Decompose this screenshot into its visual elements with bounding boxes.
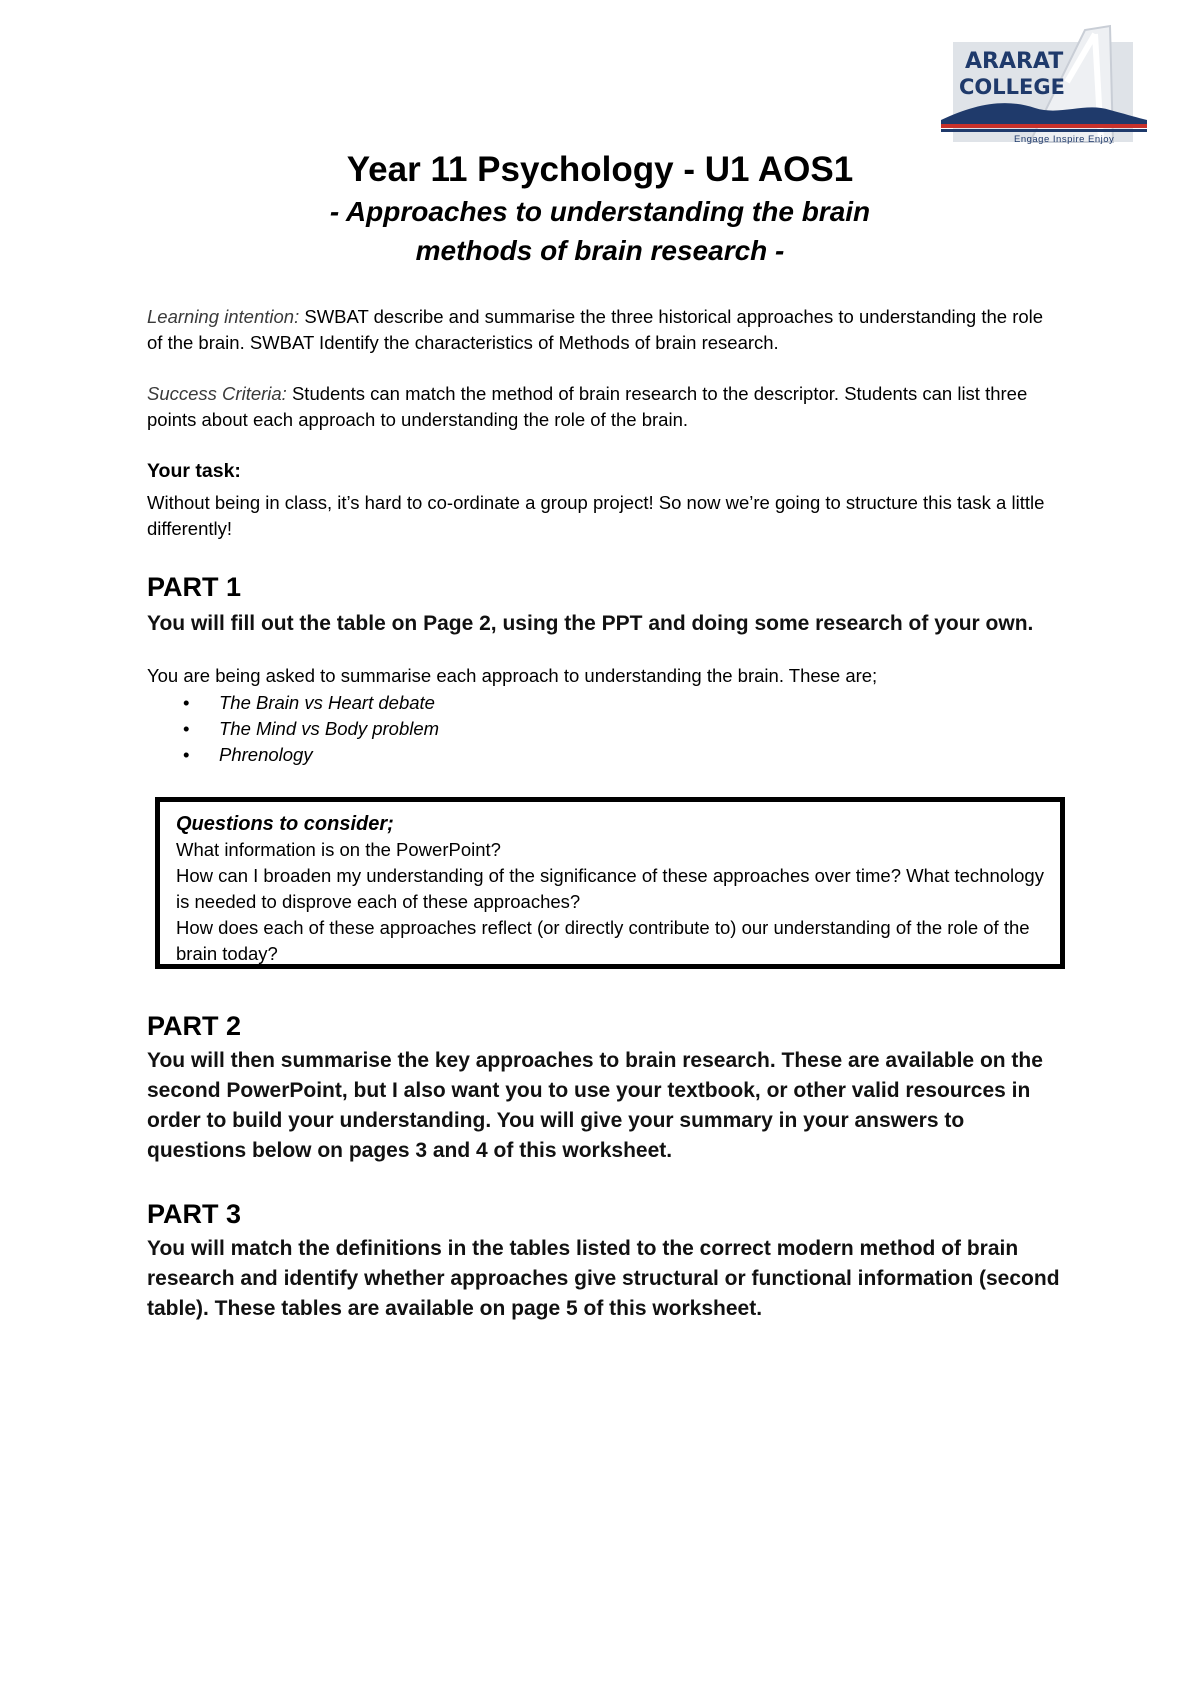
question-line: What information is on the PowerPoint?	[176, 839, 501, 860]
learning-intention-label: Learning intention:	[147, 306, 300, 327]
logo-line2: COLLEGE	[959, 75, 1065, 99]
success-criteria-text: Students can match the method of brain research to the descriptor. Students can list three points about each approach to understanding the role of the brain.	[147, 383, 1028, 430]
success-criteria-label: Success Criteria:	[147, 383, 287, 404]
page-title: Year 11 Psychology - U1 AOS1	[346, 150, 854, 189]
logo-tagline: Engage Inspire Enjoy	[1014, 134, 1115, 145]
part1-heading: PART 1	[147, 572, 242, 602]
logo-red-stripe	[941, 124, 1147, 128]
part2-heading: PART 2	[147, 1011, 242, 1041]
logo-blue-stripe	[941, 129, 1147, 132]
part2-body: You will then summarise the key approaches to brain research. These are available on the second PowerPoint, but I also want you to use your textbook, or other valid resources in order to build your understanding. You will give your summary in your answers to questions below on pages 3 and 4 of this worksheet.	[147, 1049, 1043, 1162]
questions-title: Questions to consider;	[176, 813, 394, 835]
part3-heading: PART 3	[147, 1199, 242, 1229]
bullet-icon: •	[183, 744, 190, 765]
list-item	[183, 742, 439, 768]
logo-line1: ARARAT	[965, 49, 1064, 74]
task-heading: Your task:	[147, 460, 241, 482]
subtitle-line1: - Approaches to understanding the brain	[329, 196, 871, 227]
subtitle-line2: methods of brain research -	[415, 235, 785, 266]
list-item	[183, 690, 439, 716]
task-body: Without being in class, it’s hard to co-ordinate a group project! So now we’re going to structure this task a little differently!	[147, 492, 1045, 539]
approach-label: The Brain vs Heart debate	[219, 692, 435, 713]
approach-label: Phrenology	[219, 744, 313, 765]
question-line: How can I broaden my understanding of the significance of these approaches over time? What technology is needed to disprove each of these approaches?	[176, 865, 1044, 912]
approaches-intro: You are being asked to summarise each approach to understanding the brain. These are;	[147, 665, 878, 686]
part3-body: You will match the definitions in the tables listed to the correct modern method of brain research and identify whether approaches give structural or functional information (second table). These tables are available on page 5 of this worksheet.	[147, 1237, 1060, 1320]
approach-list	[183, 690, 439, 768]
question-line: How does each of these approaches reflect (or directly contribute to) our understanding of the role of the brain today?	[176, 917, 1030, 964]
learning-intention-text: SWBAT describe and summarise the three historical approaches to understanding the role of the brain. SWBAT Identify the characteristics of Methods of brain research.	[147, 306, 1044, 353]
part1-body: You will fill out the table on Page 2, using the PPT and doing some research of your own.	[147, 612, 1034, 635]
bullet-icon: •	[183, 692, 190, 713]
success-criteria	[147, 381, 1047, 432]
list-item	[183, 716, 439, 742]
learning-intention	[147, 304, 1047, 355]
approach-label: The Mind vs Body problem	[219, 718, 440, 739]
questions-box	[155, 797, 1065, 969]
bullet-icon: •	[183, 718, 190, 739]
